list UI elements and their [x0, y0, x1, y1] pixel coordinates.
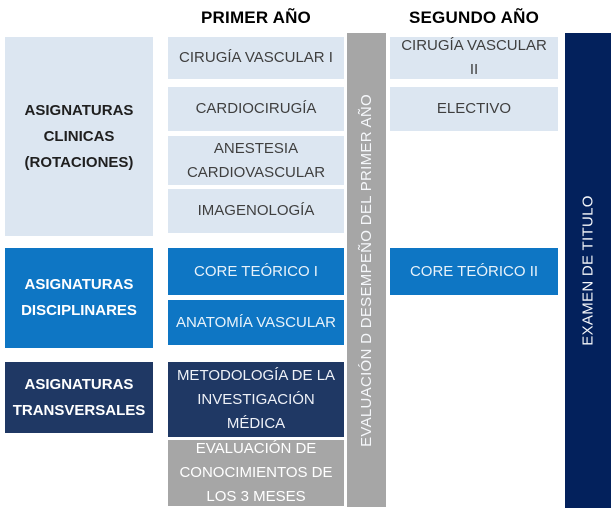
first-year-evaluation-bar [347, 33, 386, 507]
box-core-teorico-2: CORE TEÓRICO II [390, 248, 558, 295]
box-metodologia-investigacion-medica: METODOLOGÍA DE LA INVESTIGACIÓN MÉDICA [168, 362, 344, 437]
box-anatomia-vascular: ANATOMÍA VASCULAR [168, 300, 344, 345]
box-evaluacion-conocimientos-3-meses: EVALUACIÓN DE CONOCIMIENTOS DE LOS 3 MESES [168, 440, 344, 506]
first-year-evaluation-bar-label: EVALUACIÓN D DESEMPEÑO DEL PRIMER AÑO [358, 93, 375, 447]
box-cirugia-vascular-2: CIRUGÍA VASCULAR II [390, 37, 558, 79]
box-anestesia-cardiovascular: ANESTESIA CARDIOVASCULAR [168, 136, 344, 185]
exit-exam-bar-label: EXAMEN DE TITULO [579, 195, 597, 346]
second-year-header: SEGUNDO AÑO [408, 8, 540, 27]
box-imagenologia: IMAGENOLOGÍA [168, 189, 344, 233]
box-cirugia-vascular-1: CIRUGÍA VASCULAR I [168, 37, 344, 79]
category-transversales: ASIGNATURAS TRANSVERSALES [5, 362, 153, 433]
exit-exam-bar [565, 33, 611, 508]
category-clinicas: ASIGNATURAS CLINICAS (ROTACIONES) [5, 37, 153, 236]
box-cardiocirugia: CARDIOCIRUGÍA [168, 87, 344, 131]
first-year-header: PRIMER AÑO [201, 8, 311, 27]
box-electivo: ELECTIVO [390, 87, 558, 131]
category-disciplinares: ASIGNATURAS DISCIPLINARES [5, 248, 153, 348]
box-core-teorico-1: CORE TEÓRICO I [168, 248, 344, 295]
